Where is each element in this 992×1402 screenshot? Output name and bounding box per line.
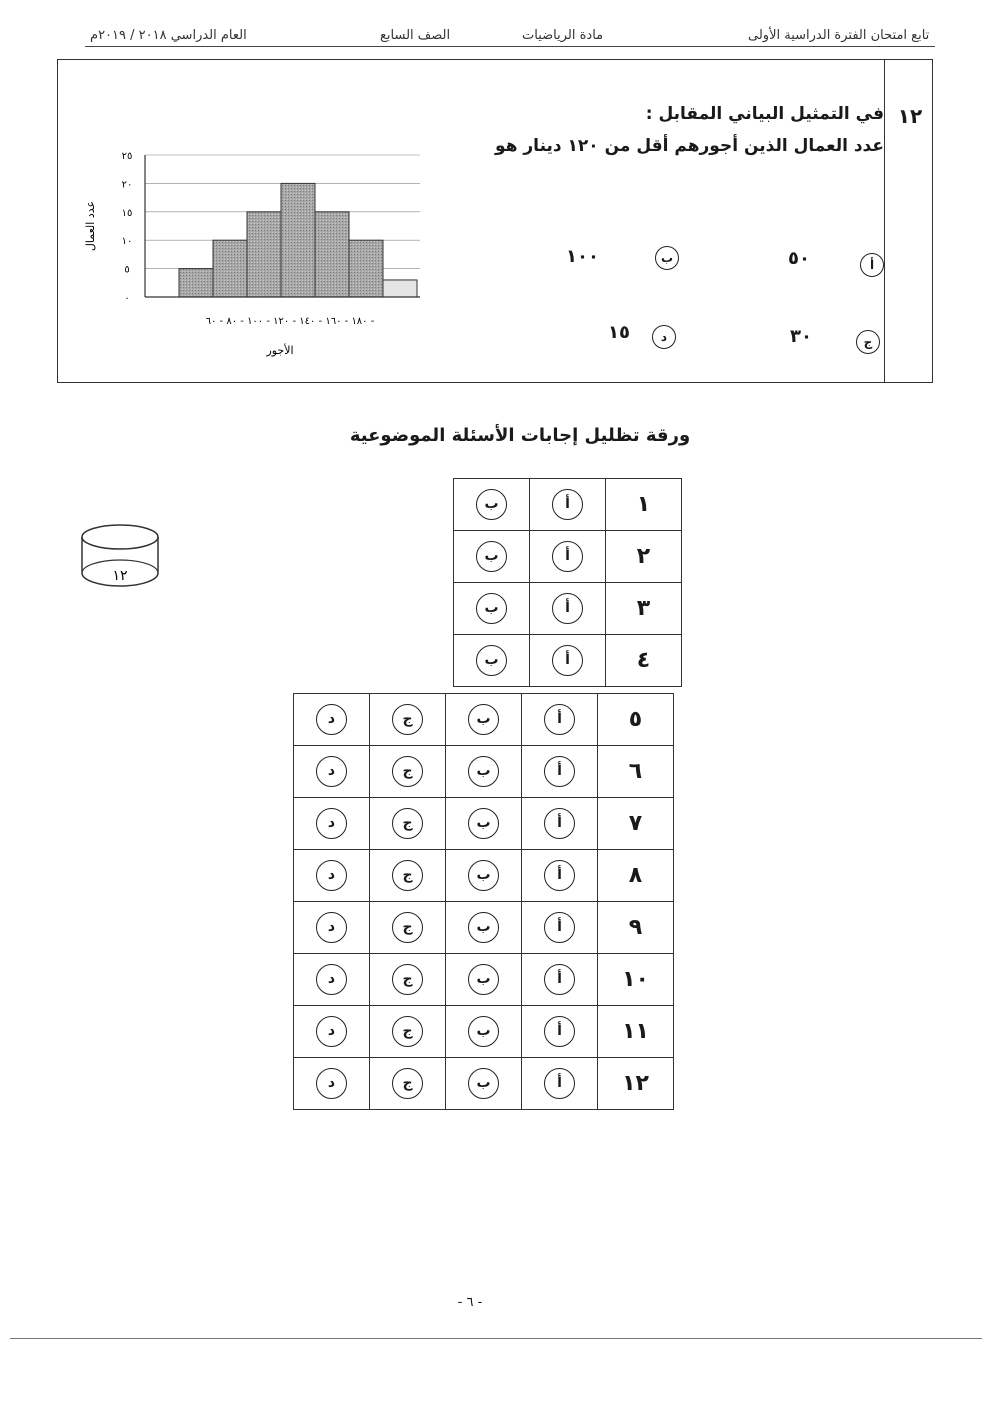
answer-bubble[interactable]: أ xyxy=(544,1016,575,1047)
answer-bubble[interactable]: د xyxy=(316,704,347,735)
answer-bubble[interactable]: أ xyxy=(552,489,583,520)
answer-cell xyxy=(530,479,606,531)
question-number-cell: ٤ xyxy=(606,635,682,687)
answer-cell xyxy=(370,902,446,954)
answer-cell xyxy=(446,850,522,902)
x-axis-label: الأجور xyxy=(266,344,294,357)
answer-cell xyxy=(294,850,370,902)
answer-cell xyxy=(370,954,446,1006)
answer-bubble[interactable]: أ xyxy=(544,756,575,787)
y-tick-label: ٢٠ xyxy=(121,179,133,191)
answer-row xyxy=(454,531,682,583)
answer-cell xyxy=(446,954,522,1006)
answer-cell xyxy=(446,1006,522,1058)
score-box xyxy=(80,523,160,589)
subject-label: مادة الرياضيات xyxy=(522,28,604,43)
question-line-2: عدد العمال الذين أجورهم أقل من ١٢٠ دينار هو xyxy=(495,136,884,156)
answer-cell xyxy=(454,583,530,635)
answer-cell xyxy=(294,1058,370,1110)
answer-cell xyxy=(370,746,446,798)
answer-row xyxy=(294,746,674,798)
header-divider xyxy=(85,46,935,47)
option-a-value: ٥٠ xyxy=(788,248,810,269)
score-cylinder-top xyxy=(82,525,158,549)
answer-cell xyxy=(530,583,606,635)
answer-bubble[interactable]: د xyxy=(316,756,347,787)
answer-cell xyxy=(294,746,370,798)
answer-cell xyxy=(530,635,606,687)
answer-row xyxy=(294,1058,674,1110)
answer-cell xyxy=(294,902,370,954)
y-tick-label: ٥ xyxy=(124,264,130,276)
answer-bubble[interactable]: ب xyxy=(468,860,499,891)
grade-label: الصف السابع xyxy=(380,28,451,43)
answer-bubble[interactable]: ب xyxy=(468,912,499,943)
answer-cell xyxy=(522,798,598,850)
answer-cell xyxy=(446,694,522,746)
question-number-cell: ١٢ xyxy=(598,1058,674,1110)
histogram-bar xyxy=(247,212,281,297)
answer-cell xyxy=(370,1006,446,1058)
histogram-bar xyxy=(349,240,383,297)
y-tick-label: ٠ xyxy=(124,293,130,304)
histogram-bar xyxy=(383,280,417,297)
question-number-cell: ٥ xyxy=(598,694,674,746)
option-c-value: ٣٠ xyxy=(790,326,812,347)
x-tick-labels: ١٨٠ - ١٦٠ - ١٤٠ - ١٢٠ - ١٠٠ - ٨٠ - ٦٠ - xyxy=(205,316,375,327)
answer-bubble[interactable]: أ xyxy=(544,964,575,995)
option-c-letter[interactable]: ج xyxy=(856,330,880,354)
answer-bubble[interactable]: ب xyxy=(468,1068,499,1099)
answer-cell xyxy=(294,954,370,1006)
answer-bubble[interactable]: ج xyxy=(392,1016,423,1047)
answer-cell xyxy=(294,1006,370,1058)
footer-divider xyxy=(10,1338,982,1339)
question-number-cell: ١٠ xyxy=(598,954,674,1006)
question-number-cell: ١ xyxy=(606,479,682,531)
answer-bubble[interactable]: د xyxy=(316,860,347,891)
answer-bubble[interactable]: أ xyxy=(552,593,583,624)
answer-bubble[interactable]: أ xyxy=(544,1068,575,1099)
answer-cell xyxy=(370,798,446,850)
question-number-cell: ٧ xyxy=(598,798,674,850)
answer-bubble[interactable]: د xyxy=(316,912,347,943)
y-axis-label: عدد العمال xyxy=(84,200,97,252)
answer-bubble[interactable]: أ xyxy=(552,541,583,572)
answer-bubble[interactable]: ب xyxy=(468,1016,499,1047)
answer-bubble[interactable]: ج xyxy=(392,1068,423,1099)
answer-bubble[interactable]: أ xyxy=(544,704,575,735)
year-label: العام الدراسي ٢٠١٨ / ٢٠١٩م xyxy=(90,28,247,43)
answer-row xyxy=(294,694,674,746)
answer-bubble[interactable]: ج xyxy=(392,860,423,891)
answer-cell xyxy=(522,850,598,902)
answer-bubble[interactable]: ب xyxy=(468,964,499,995)
answer-bubble[interactable]: د xyxy=(316,1068,347,1099)
answer-row xyxy=(454,583,682,635)
answer-cell xyxy=(522,902,598,954)
answer-cell xyxy=(446,798,522,850)
answer-cell xyxy=(446,1058,522,1110)
answer-cell xyxy=(370,694,446,746)
question-number-cell: ٩ xyxy=(598,902,674,954)
answer-bubble[interactable]: د xyxy=(316,964,347,995)
answer-bubble[interactable]: ب xyxy=(476,645,507,676)
answer-cell xyxy=(522,746,598,798)
answer-cell xyxy=(370,850,446,902)
option-d-value: ١٥ xyxy=(608,322,630,343)
question-number-divider xyxy=(884,60,885,382)
answer-row xyxy=(294,798,674,850)
answer-bubble[interactable]: ج xyxy=(392,808,423,839)
answer-bubble[interactable]: ب xyxy=(476,593,507,624)
y-tick-label: ٢٥ xyxy=(121,151,133,162)
answer-cell xyxy=(522,1058,598,1110)
answer-bubble[interactable]: ب xyxy=(476,489,507,520)
answer-grid-top xyxy=(453,478,682,687)
question-number-cell: ٢ xyxy=(606,531,682,583)
question-number: ١٢ xyxy=(897,104,923,128)
answer-bubble[interactable]: ج xyxy=(392,704,423,735)
answer-bubble[interactable]: ج xyxy=(392,912,423,943)
answer-cell xyxy=(530,531,606,583)
histogram-bar xyxy=(315,212,349,297)
histogram-bar xyxy=(179,269,213,297)
answer-cell xyxy=(522,954,598,1006)
page-number: - ٦ - xyxy=(457,1295,483,1310)
option-b-value: ١٠٠ xyxy=(566,246,599,267)
answer-sheet-title: ورقة تظليل إجابات الأسئلة الموضوعية xyxy=(349,425,691,446)
answer-cell xyxy=(294,694,370,746)
answer-bubble[interactable]: ب xyxy=(468,808,499,839)
answer-bubble[interactable]: ب xyxy=(468,756,499,787)
answer-row xyxy=(454,479,682,531)
option-a-letter[interactable]: أ xyxy=(860,253,884,277)
y-tick-label: ١٥ xyxy=(121,207,133,219)
histogram-bar xyxy=(281,183,315,297)
histogram-bar xyxy=(213,240,247,297)
answer-bubble[interactable]: أ xyxy=(544,860,575,891)
answer-bubble[interactable]: أ xyxy=(544,912,575,943)
option-d-letter[interactable]: د xyxy=(652,325,676,349)
answer-bubble[interactable]: ب xyxy=(476,541,507,572)
answer-bubble[interactable]: ج xyxy=(392,756,423,787)
answer-row xyxy=(454,635,682,687)
answer-row xyxy=(294,954,674,1006)
answer-cell xyxy=(446,902,522,954)
answer-cell xyxy=(454,479,530,531)
answer-bubble[interactable]: أ xyxy=(544,808,575,839)
answer-bubble[interactable]: ج xyxy=(392,964,423,995)
question-number-cell: ١١ xyxy=(598,1006,674,1058)
wages-histogram xyxy=(75,140,435,370)
answer-row xyxy=(294,902,674,954)
question-line-1: في التمثيل البياني المقابل : xyxy=(645,104,884,124)
answer-bubble[interactable]: د xyxy=(316,808,347,839)
answer-grid-bottom xyxy=(293,693,674,1110)
option-b-letter[interactable]: ب xyxy=(655,246,679,270)
question-number-cell: ٣ xyxy=(606,583,682,635)
exam-title: تابع امتحان الفترة الدراسية الأولى xyxy=(748,28,930,43)
question-number-cell: ٦ xyxy=(598,746,674,798)
answer-cell xyxy=(454,635,530,687)
score-value: ١٢ xyxy=(112,568,128,584)
answer-cell xyxy=(294,798,370,850)
answer-row xyxy=(294,1006,674,1058)
answer-bubble[interactable]: د xyxy=(316,1016,347,1047)
question-number-cell: ٨ xyxy=(598,850,674,902)
answer-cell xyxy=(522,694,598,746)
answer-cell xyxy=(446,746,522,798)
answer-bubble[interactable]: أ xyxy=(552,645,583,676)
answer-row xyxy=(294,850,674,902)
y-tick-label: ١٠ xyxy=(121,236,133,248)
answer-cell xyxy=(522,1006,598,1058)
answer-cell xyxy=(454,531,530,583)
answer-cell xyxy=(370,1058,446,1110)
answer-bubble[interactable]: ب xyxy=(468,704,499,735)
